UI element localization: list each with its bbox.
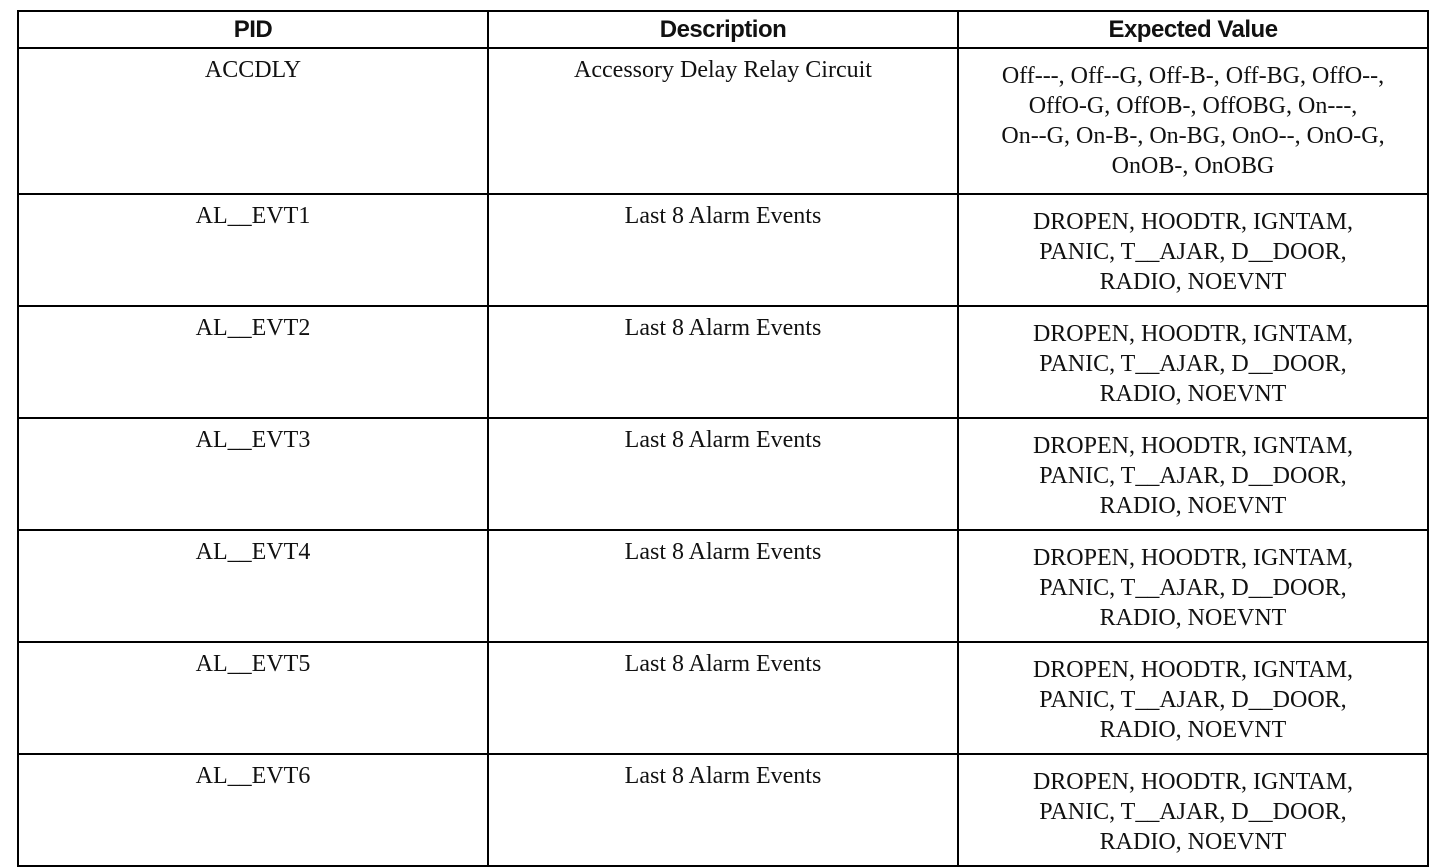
description-cell: Last 8 Alarm Events (488, 754, 958, 866)
expected-value-line: PANIC, T__AJAR, D__DOOR, (1039, 239, 1347, 265)
expected-value-line: OffO-G, OffOB-, OffOBG, On---, (1028, 93, 1358, 119)
header-pid: PID (18, 11, 488, 48)
expected-value-line: RADIO, NOEVNT (1099, 717, 1287, 743)
expected-value-cell (958, 530, 1428, 642)
expected-value-line: RADIO, NOEVNT (1099, 269, 1287, 295)
expected-value-line: RADIO, NOEVNT (1099, 493, 1287, 519)
header-expected-value: Expected Value (958, 11, 1428, 48)
expected-value-line: PANIC, T__AJAR, D__DOOR, (1039, 575, 1347, 601)
table-row (18, 754, 1428, 866)
description-cell: Last 8 Alarm Events (488, 418, 958, 530)
expected-value-line: DROPEN, HOODTR, IGNTAM, (1032, 657, 1354, 683)
expected-value-line: On--G, On-B-, On-BG, OnO--, OnO-G, (1001, 123, 1385, 149)
pid-cell: AL__EVT3 (18, 418, 488, 530)
expected-value-line: DROPEN, HOODTR, IGNTAM, (1032, 545, 1354, 571)
description-cell: Accessory Delay Relay Circuit (488, 48, 958, 194)
expected-value-line: RADIO, NOEVNT (1099, 381, 1287, 407)
expected-value-line: DROPEN, HOODTR, IGNTAM, (1032, 321, 1354, 347)
expected-value-cell (958, 194, 1428, 306)
expected-value-line: PANIC, T__AJAR, D__DOOR, (1039, 799, 1347, 825)
expected-value-line: Off---, Off--G, Off-B-, Off-BG, OffO--, (1001, 63, 1385, 89)
table-row (18, 306, 1428, 418)
header-row (18, 11, 1428, 48)
expected-value-cell (958, 642, 1428, 754)
pid-cell: AL__EVT1 (18, 194, 488, 306)
description-cell: Last 8 Alarm Events (488, 530, 958, 642)
expected-value-line: RADIO, NOEVNT (1099, 605, 1287, 631)
expected-value-line: PANIC, T__AJAR, D__DOOR, (1039, 351, 1347, 377)
pid-table (17, 10, 1429, 867)
table-body (18, 48, 1428, 866)
table-row (18, 418, 1428, 530)
pid-cell: AL__EVT6 (18, 754, 488, 866)
pid-cell: AL__EVT5 (18, 642, 488, 754)
expected-value-line: PANIC, T__AJAR, D__DOOR, (1039, 687, 1347, 713)
description-cell: Last 8 Alarm Events (488, 306, 958, 418)
table-row (18, 48, 1428, 194)
description-cell: Last 8 Alarm Events (488, 194, 958, 306)
table-header (18, 11, 1428, 48)
expected-value-cell (958, 306, 1428, 418)
header-description: Description (488, 11, 958, 48)
expected-value-cell (958, 418, 1428, 530)
pid-cell: AL__EVT4 (18, 530, 488, 642)
expected-value-line: PANIC, T__AJAR, D__DOOR, (1039, 463, 1347, 489)
table-row (18, 530, 1428, 642)
expected-value-cell (958, 48, 1428, 194)
expected-value-line: OnOB-, OnOBG (1111, 153, 1275, 179)
table-row (18, 194, 1428, 306)
table-row (18, 642, 1428, 754)
description-cell: Last 8 Alarm Events (488, 642, 958, 754)
pid-cell: AL__EVT2 (18, 306, 488, 418)
expected-value-line: DROPEN, HOODTR, IGNTAM, (1032, 433, 1354, 459)
expected-value-cell (958, 754, 1428, 866)
expected-value-line: DROPEN, HOODTR, IGNTAM, (1032, 769, 1354, 795)
expected-value-line: DROPEN, HOODTR, IGNTAM, (1032, 209, 1354, 235)
pid-cell: ACCDLY (18, 48, 488, 194)
expected-value-line: RADIO, NOEVNT (1099, 829, 1287, 855)
